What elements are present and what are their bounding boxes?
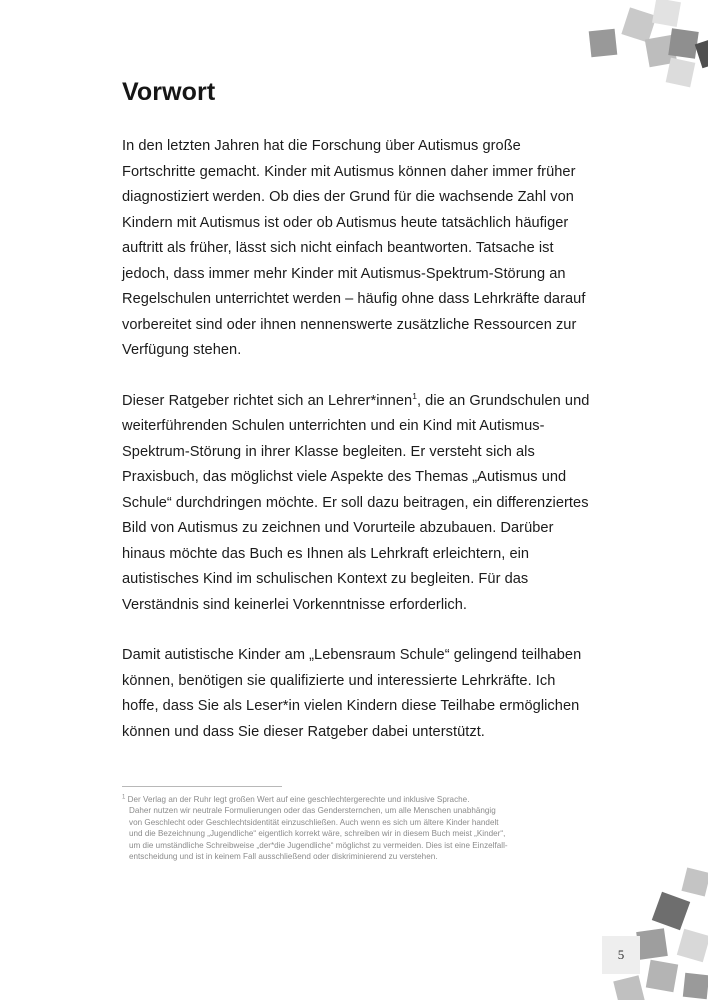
- deco-top-square-5: [668, 28, 698, 58]
- page-number-badge: [602, 936, 640, 974]
- page-title: Vorwort: [122, 78, 216, 106]
- footnote-reference-marker[interactable]: 1: [412, 390, 417, 401]
- deco-top-square-7: [666, 58, 696, 88]
- footnote-line-text: Der Verlag an der Ruhr legt großen Wert auf eine geschlechtergerechte und inklusive Sprache.: [127, 795, 470, 804]
- deco-top-square-1: [589, 29, 618, 58]
- footnote-line: entscheidung und ist in keinem Fall ausschließend oder diskriminierend zu verstehen.: [129, 852, 438, 862]
- deco-top-square-6: [695, 37, 708, 69]
- deco-bottom-square-4: [677, 929, 708, 962]
- deco-bottom-square-3: [636, 928, 668, 960]
- footnote-line: Daher nutzen wir neutrale Formulierungen oder das Gendersternchen, um alle Menschen unabhängig: [129, 806, 496, 816]
- decoration-bottom-right: [588, 870, 708, 1000]
- paragraph-2-text-after-footnote: , die an Grundschulen und weiterführenden Schulen unterrichten und ein Kind mit Autismus-Spektrum-Störung in ihrer Klasse begleiten. Er versteht sich als Praxisbuch, das möglichst viele Aspekte des Themas „Autismus und Schule“ durchdringen möchte. Er soll dazu beitragen, ein differenziertes Bild von Autismus zu zeichnen und Vorurteile abzubauen. Darüber hinaus möchte das Buch es Ihnen als Lehrkraft erleichtern, ein autistisches Kind im schulischen Kontext zu begleiten. Für das Verständnis sind keinerlei Vorkenntnisse erforderlich.: [122, 392, 590, 613]
- page-content: [122, 78, 594, 745]
- deco-top-square-4: [645, 35, 677, 67]
- footnote-line: [122, 794, 552, 805]
- paragraph-1: In den letzten Jahren hat die Forschung über Autismus große Fortschritte gemacht. Kinder mit Autismus können daher immer früher diagnostiziert werden. Ob dies der Grund für die wachsende Zahl von Kindern mit Autismus ist oder ob Autismus heute tatsächlich häufiger auftritt als früher, lässt sich nicht einfach beantworten. Tatsache ist jedoch, dass immer mehr Kinder mit Autismus-Spektrum-Störung an Regelschulen unterrichtet werden – häufig ohne dass Lehrkräfte darauf vorbereitet sind oder ihnen nennenswerte zusätzliche Ressourcen zur Verfügung stehen.: [122, 138, 586, 358]
- deco-bottom-square-6: [613, 975, 645, 1000]
- footnote-line: um die umständliche Schreibweise „der*die Jugendliche“ möglichst zu vermeiden. Dies ist eine Einzelfall-: [129, 840, 508, 850]
- footnote-text: [122, 794, 552, 862]
- footnote-separator-rule: [122, 786, 282, 787]
- decoration-top-right: [580, 0, 708, 100]
- footnote-line: und die Bezeichnung „Jugendliche“ eigentlich korrekt wäre, schreiben wir in diesem Buch meist „Kinder“,: [129, 829, 506, 839]
- paragraph-2-text-before-footnote: Dieser Ratgeber richtet sich an Lehrer*innen: [122, 392, 413, 409]
- footnote-area: [122, 786, 552, 862]
- deco-bottom-square-7: [683, 973, 708, 999]
- paragraph-2: [122, 389, 594, 619]
- page-number: 5: [617, 947, 625, 962]
- deco-top-square-3: [652, 0, 681, 27]
- deco-bottom-square-1: [681, 867, 708, 896]
- footnote-line: von Geschlecht oder Geschlechtsidentität einzuschließen. Auch wenn es sich um ältere Kinder handelt: [129, 817, 499, 827]
- paragraph-3: Damit autistische Kinder am „Lebensraum Schule“ gelingend teilhaben können, benötigen sie qualifizierte und interessierte Lehrkräfte. Ich hoffe, dass Sie als Leser*in vielen Kindern diese Teilhabe ermöglichen können und dass Sie dieser Ratgeber dabei unterstützt.: [122, 647, 582, 740]
- deco-bottom-square-5: [646, 960, 678, 992]
- footnote-number: 1: [122, 794, 126, 801]
- deco-bottom-square-2: [652, 892, 690, 930]
- deco-top-square-2: [621, 7, 656, 42]
